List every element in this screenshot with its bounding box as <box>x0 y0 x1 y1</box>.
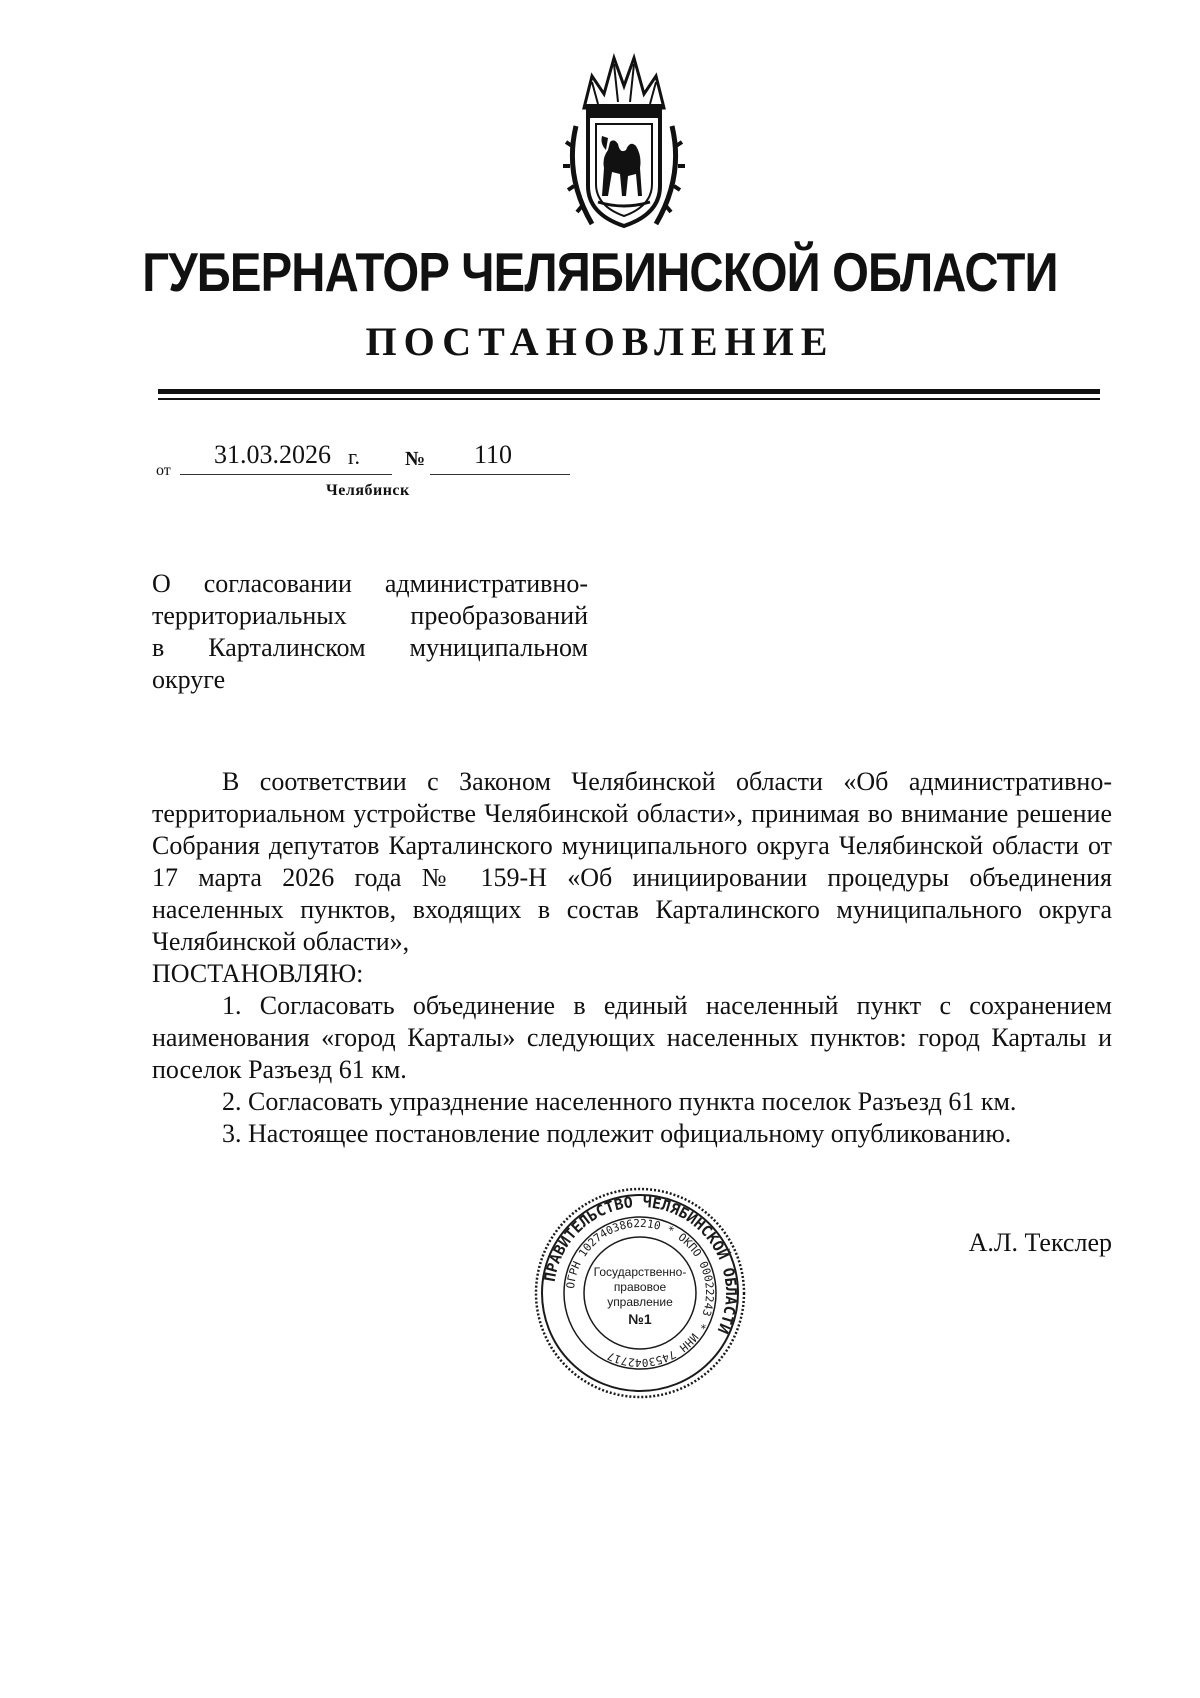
subject-line: в Карталинском муниципальном <box>152 633 588 662</box>
header-divider-thin <box>158 398 1100 400</box>
year-suffix: г. <box>348 444 361 469</box>
subject-line: округе <box>152 665 226 694</box>
resolution-item: 2. Согласовать упразднение населенного пункта поселок Разъезд 61 км. <box>222 1087 1017 1116</box>
official-seal-stamp <box>530 1183 750 1403</box>
number-sign: № <box>405 448 426 470</box>
document-type-heading: ПОСТАНОВЛЕНИЕ <box>365 319 835 364</box>
seal-center-line: №1 <box>628 1311 652 1327</box>
document-number: 110 <box>474 440 513 469</box>
resolution-item: 3. Настоящее постановление подлежит официальному опубликованию. <box>222 1119 1012 1148</box>
resolution-item: 1. Согласовать объединение в единый населенный пункт с сохранением наименования «город Карталы» следующих населенных пунктов: город Карталы и поселок Разъезд 61 км. <box>152 991 1112 1084</box>
seal-center-line: Государственно- <box>593 1265 687 1279</box>
page-title: ГУБЕРНАТОР ЧЕЛЯБИНСКОЙ ОБЛАСТИ <box>142 241 1058 303</box>
coat-of-arms-emblem <box>562 46 686 236</box>
date-prefix-label: от <box>156 462 171 479</box>
subject-line: территориальных преобразований <box>152 601 588 630</box>
seal-outer-text: ПРАВИТЕЛЬСТВО ЧЕЛЯБИНСКОЙ ОБЛАСТИ <box>540 1192 741 1337</box>
seal-center-line: управление <box>607 1295 673 1309</box>
seal-inner-ring-text: ОГРН 1027403862210 * ОКПО 00022243 * ИНН 7453042717 <box>564 1216 717 1370</box>
seal-center-line: правовое <box>613 1280 667 1294</box>
subject-line: О согласовании административно- <box>152 569 588 598</box>
preamble-paragraph: В соответствии с Законом Челябинской области «Об административно-территориальном устройстве Челябинской области», принимая во внимание решение Собрания депутатов Карталинского муниципального округа Челябинской области от 17 марта 2026 года № 159-Н «Об инициировании процедуры объединения населенных пунктов, входящих в состав Карталинского муниципального округа Челябинской области», <box>152 767 1112 956</box>
document-date: 31.03.2026 <box>214 440 331 469</box>
city-name: Челябинск <box>326 482 410 499</box>
date-underline <box>180 474 392 475</box>
document-body <box>152 766 1112 1150</box>
signatory-name: А.Л. Текслер <box>968 1228 1112 1257</box>
header-divider-thick <box>158 389 1100 394</box>
document-subject <box>152 568 588 696</box>
number-underline <box>430 474 570 475</box>
resolve-heading: ПОСТАНОВЛЯЮ: <box>152 959 364 988</box>
